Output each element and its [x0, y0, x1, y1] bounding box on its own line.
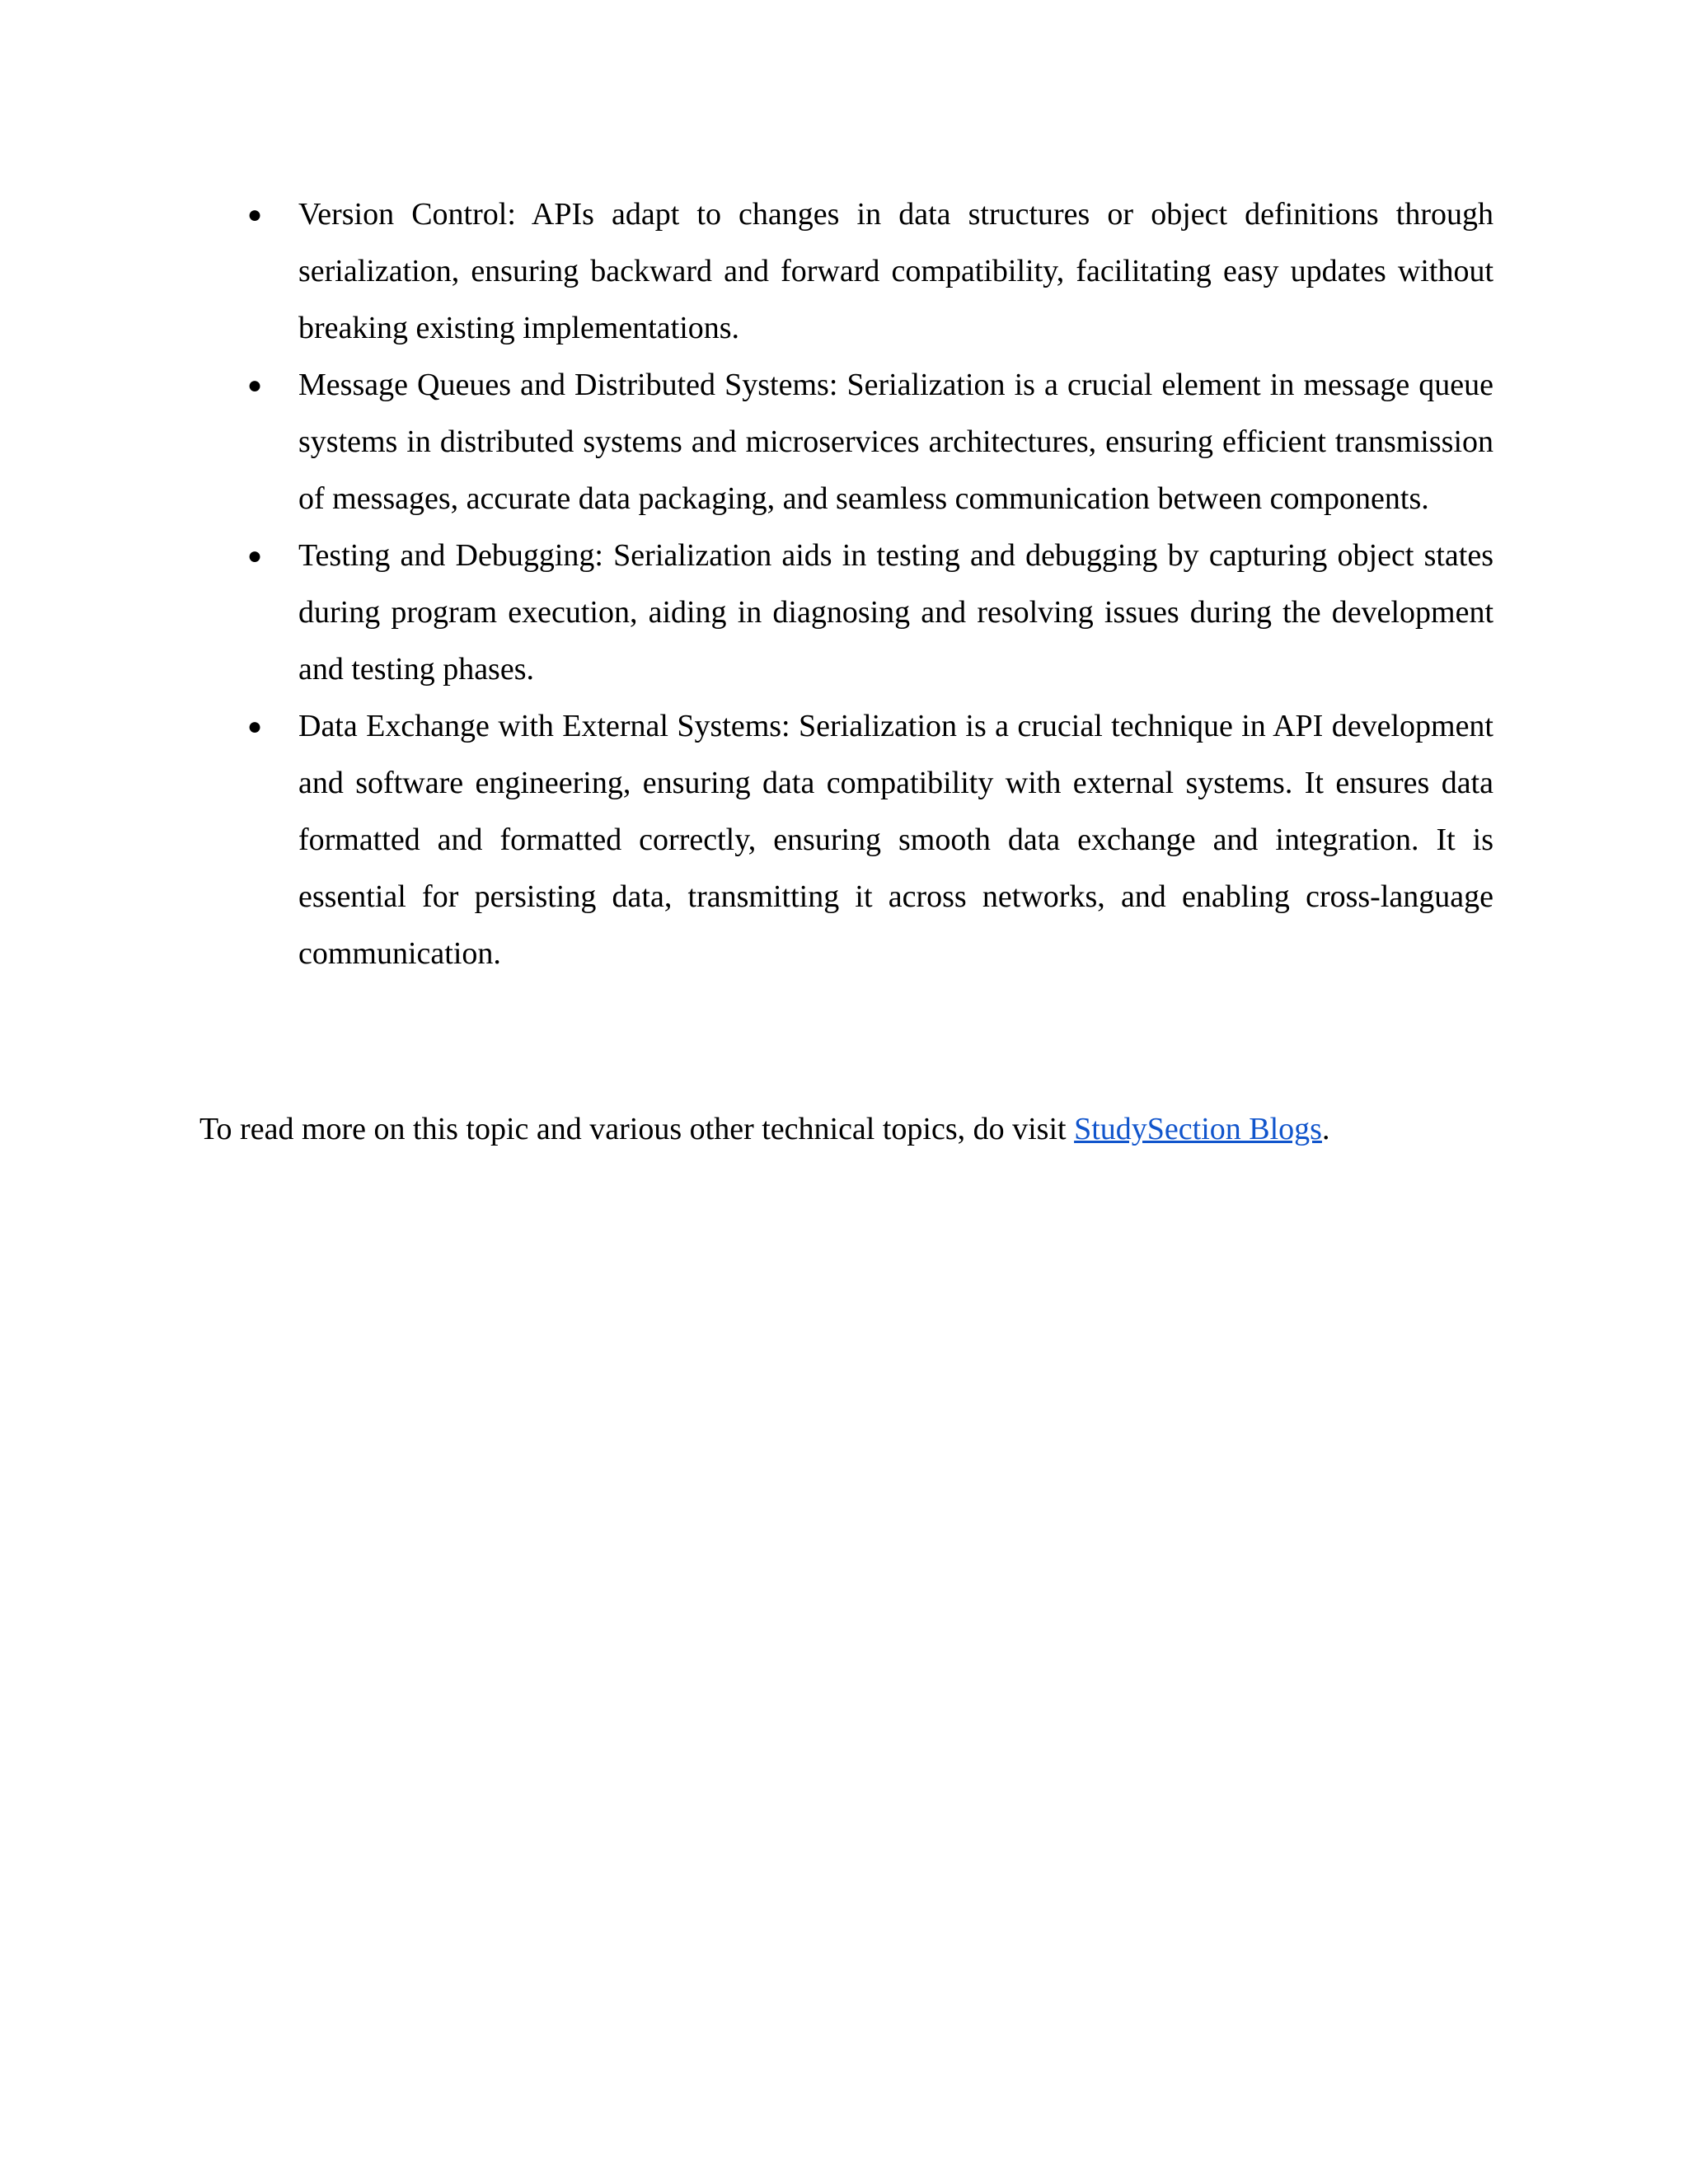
list-item-text: Message Queues and Distributed Systems: Serialization is a crucial element in message queue systems in distributed systems and microservices architectures, ensuring efficient transmission of messages, accurate data packaging, and seamless communication between components. — [298, 368, 1493, 516]
list-item-text: Data Exchange with External Systems: Serialization is a crucial technique in API development and software engineering, ensuring data compatibility with external systems. It ensures data formatted and formatted correctly, ensuring smooth data exchange and integration. It is essential for persisting data, transmitting it across networks, and enabling cross-language communication. — [298, 709, 1493, 971]
bullet-icon: ● — [247, 372, 263, 399]
list-item-message-queues — [241, 357, 1493, 527]
list-item-data-exchange — [241, 698, 1493, 982]
bullet-icon: ● — [247, 542, 263, 569]
closing-period: . — [1321, 1112, 1330, 1146]
bullet-icon: ● — [247, 713, 263, 740]
list-item-version-control — [241, 186, 1493, 357]
closing-paragraph — [199, 1101, 1518, 1158]
list-item-text: Version Control: APIs adapt to changes in data structures or object definitions through serialization, ensuring backward and forward compatibility, facilitating easy updates without breaking existing implementations. — [298, 197, 1493, 345]
bullet-icon: ● — [247, 201, 263, 228]
bullet-list — [241, 186, 1493, 982]
closing-text: To read more on this topic and various other technical topics, do visit — [199, 1112, 1075, 1146]
list-item-text: Testing and Debugging: Serialization aids in testing and debugging by capturing object states during program execution, aiding in diagnosing and resolving issues during the development and testing phases. — [298, 538, 1493, 687]
studysection-blogs-link[interactable]: StudySection Blogs — [1074, 1112, 1322, 1146]
list-item-testing-debugging — [241, 527, 1493, 698]
